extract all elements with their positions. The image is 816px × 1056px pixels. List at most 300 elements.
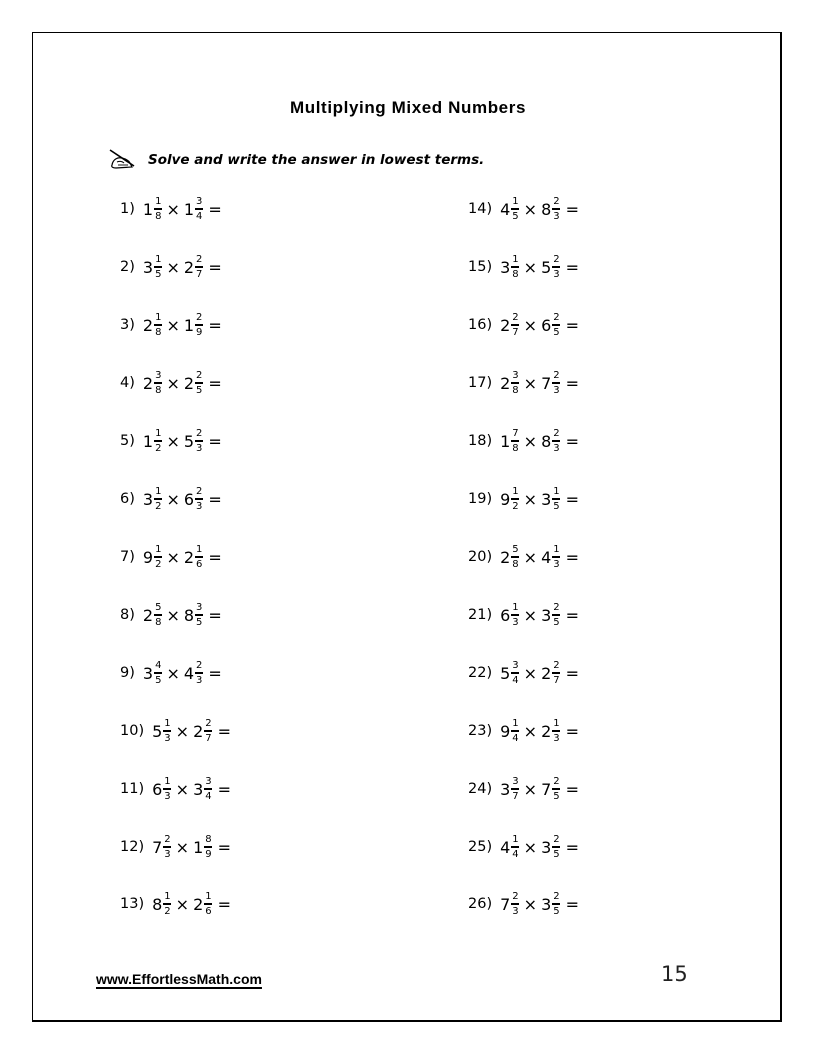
fraction-a [163,834,171,860]
fraction-a [154,312,162,338]
numerator: 2 [196,428,203,439]
numerator: 3 [512,370,519,381]
page-number: 15 [661,962,688,986]
times-sign: × [523,315,538,335]
problem-8 [120,595,222,635]
denominator: 6 [196,559,203,570]
whole-b: 6 [183,489,195,509]
problem-22 [468,653,579,693]
fraction-a [511,834,519,860]
denominator: 5 [553,849,560,860]
fraction-a [163,891,171,917]
numerator: 1 [512,602,519,613]
fraction-b [552,254,560,280]
whole-b: 5 [183,431,195,451]
whole-a: 7 [500,894,511,914]
whole-b: 3 [193,779,204,799]
fraction-a [163,776,171,802]
times-sign: × [523,489,538,509]
denominator: 5 [553,617,560,628]
problem-number: 11) [120,781,145,797]
problem-number: 2) [120,259,135,275]
problem-18 [468,421,579,461]
fraction-b [204,776,212,802]
numerator: 5 [155,602,162,613]
numerator: 1 [164,776,171,787]
times-sign: × [166,257,180,277]
equals-sign: = [217,779,232,799]
fraction-b [195,196,203,222]
denominator: 3 [512,617,519,628]
equals-sign: = [217,837,232,857]
whole-a: 5 [500,663,511,683]
denominator: 8 [155,617,162,628]
equals-sign: = [208,489,222,509]
problem-16 [468,305,579,345]
problem-1 [120,189,222,229]
numerator: 1 [512,718,519,729]
numerator: 5 [512,544,519,555]
denominator: 8 [512,559,519,570]
equals-sign: = [208,373,222,393]
times-sign: × [523,837,538,857]
problem-19 [468,479,579,519]
problem-number: 5) [120,433,135,449]
problem-25 [468,827,579,867]
fraction-b [552,660,560,686]
times-sign: × [523,373,538,393]
times-sign: × [166,315,180,335]
numerator: 1 [164,891,171,902]
denominator: 7 [512,327,519,338]
fraction-b [552,602,560,628]
whole-a: 3 [142,489,154,509]
problem-number: 18) [468,433,493,449]
numerator: 2 [196,370,203,381]
fraction-b [195,660,203,686]
whole-a: 2 [500,373,511,393]
numerator: 2 [164,834,171,845]
numerator: 1 [512,486,519,497]
whole-a: 9 [500,489,511,509]
problem-21 [468,595,579,635]
whole-a: 4 [500,199,511,219]
fraction-a [511,428,519,454]
fraction-a [154,428,162,454]
whole-b: 1 [183,315,195,335]
numerator: 8 [205,834,212,845]
whole-a: 6 [152,779,163,799]
fraction-b [552,196,560,222]
numerator: 1 [196,544,203,555]
problem-17 [468,363,579,403]
instruction [108,149,484,171]
fraction-b [552,370,560,396]
problem-number: 3) [120,317,135,333]
numerator: 2 [553,254,560,265]
fraction-b [195,486,203,512]
denominator: 3 [553,559,560,570]
problem-number: 22) [468,665,493,681]
problem-number: 16) [468,317,493,333]
problem-number: 19) [468,491,493,507]
whole-a: 9 [142,547,154,567]
fraction-b [195,544,203,570]
numerator: 1 [155,486,162,497]
denominator: 3 [196,443,203,454]
times-sign: × [166,547,180,567]
whole-b: 2 [541,663,552,683]
fraction-b [204,834,212,860]
denominator: 3 [164,733,171,744]
fraction-a [154,660,162,686]
problem-7 [120,537,222,577]
fraction-b [195,428,203,454]
fraction-a [154,486,162,512]
equals-sign: = [565,373,580,393]
equals-sign: = [565,489,580,509]
whole-b: 8 [183,605,195,625]
numerator: 3 [196,602,203,613]
problem-12 [120,827,231,867]
denominator: 8 [512,269,519,280]
denominator: 3 [512,906,519,917]
denominator: 3 [553,443,560,454]
whole-b: 3 [541,837,552,857]
times-sign: × [523,721,538,741]
times-sign: × [166,431,180,451]
whole-b: 2 [541,721,552,741]
times-sign: × [523,199,538,219]
numerator: 2 [553,370,560,381]
denominator: 3 [553,269,560,280]
whole-b: 1 [183,199,195,219]
equals-sign: = [565,199,580,219]
equals-sign: = [208,605,222,625]
fraction-a [154,602,162,628]
denominator: 7 [196,269,203,280]
equals-sign: = [565,837,580,857]
problem-number: 25) [468,839,493,855]
problem-3 [120,305,222,345]
numerator: 1 [155,312,162,323]
equals-sign: = [208,199,222,219]
problem-number: 9) [120,665,135,681]
fraction-a [511,486,519,512]
denominator: 4 [512,675,519,686]
numerator: 2 [553,776,560,787]
fraction-b [195,254,203,280]
fraction-a [511,891,519,917]
numerator: 2 [205,718,212,729]
fraction-a [511,602,519,628]
equals-sign: = [565,257,580,277]
page-border [32,32,782,1022]
problem-number: 7) [120,549,135,565]
page-title: Multiplying Mixed Numbers [289,98,527,117]
whole-a: 5 [152,721,163,741]
equals-sign: = [565,721,580,741]
whole-b: 3 [541,894,552,914]
times-sign: × [523,663,538,683]
problem-6 [120,479,222,519]
times-sign: × [523,894,538,914]
problem-number: 10) [120,723,145,739]
numerator: 3 [512,660,519,671]
whole-a: 2 [500,547,511,567]
fraction-b [552,544,560,570]
denominator: 3 [164,791,171,802]
whole-b: 2 [183,257,195,277]
numerator: 1 [155,428,162,439]
denominator: 7 [205,733,212,744]
equals-sign: = [208,257,222,277]
whole-a: 3 [500,779,511,799]
whole-a: 2 [142,315,154,335]
whole-a: 9 [500,721,511,741]
denominator: 2 [512,501,519,512]
problem-number: 1) [120,201,135,217]
numerator: 1 [553,486,560,497]
equals-sign: = [565,605,580,625]
problem-number: 14) [468,201,493,217]
whole-b: 8 [541,431,552,451]
numerator: 1 [553,544,560,555]
fraction-b [204,891,212,917]
numerator: 1 [512,254,519,265]
fraction-a [511,776,519,802]
numerator: 2 [553,660,560,671]
denominator: 8 [512,385,519,396]
numerator: 2 [553,602,560,613]
numerator: 2 [553,312,560,323]
denominator: 5 [553,327,560,338]
equals-sign: = [217,894,232,914]
denominator: 4 [512,849,519,860]
problem-2 [120,247,222,287]
denominator: 2 [155,443,162,454]
numerator: 1 [155,254,162,265]
fraction-b [552,891,560,917]
denominator: 4 [205,791,212,802]
denominator: 8 [512,443,519,454]
whole-a: 6 [500,605,511,625]
problem-24 [468,769,579,809]
problem-5 [120,421,222,461]
times-sign: × [166,663,180,683]
whole-b: 3 [541,605,552,625]
numerator: 1 [205,891,212,902]
denominator: 5 [553,791,560,802]
whole-b: 2 [193,721,204,741]
whole-b: 1 [193,837,204,857]
equals-sign: = [208,547,222,567]
whole-a: 8 [152,894,163,914]
whole-a: 1 [500,431,511,451]
whole-b: 2 [183,373,195,393]
website-link[interactable]: www.EffortlessMath.com [96,971,262,987]
equals-sign: = [565,663,580,683]
denominator: 9 [196,327,203,338]
problem-number: 4) [120,375,135,391]
times-sign: × [523,257,538,277]
problem-number: 15) [468,259,493,275]
equals-sign: = [208,315,222,335]
numerator: 2 [553,428,560,439]
denominator: 6 [205,906,212,917]
problem-14 [468,189,579,229]
whole-b: 5 [541,257,552,277]
numerator: 2 [196,660,203,671]
problem-number: 20) [468,549,493,565]
denominator: 3 [553,733,560,744]
fraction-b [552,428,560,454]
times-sign: × [175,779,190,799]
numerator: 4 [155,660,162,671]
problem-number: 26) [468,896,493,912]
denominator: 5 [553,906,560,917]
equals-sign: = [208,431,222,451]
whole-b: 7 [541,373,552,393]
problem-number: 12) [120,839,145,855]
fraction-a [511,196,519,222]
equals-sign: = [208,663,222,683]
fraction-a [154,544,162,570]
numerator: 2 [196,486,203,497]
problem-number: 8) [120,607,135,623]
fraction-a [511,718,519,744]
denominator: 5 [155,269,162,280]
fraction-b [195,370,203,396]
denominator: 2 [164,906,171,917]
writing-hand-icon [108,149,138,171]
denominator: 3 [553,385,560,396]
fraction-a [163,718,171,744]
times-sign: × [175,894,190,914]
problem-11 [120,769,231,809]
equals-sign: = [217,721,232,741]
whole-b: 6 [541,315,552,335]
numerator: 1 [155,544,162,555]
whole-a: 3 [142,257,154,277]
whole-a: 4 [500,837,511,857]
problem-number: 13) [120,896,145,912]
fraction-a [511,544,519,570]
fraction-b [195,602,203,628]
fraction-b [552,776,560,802]
problem-4 [120,363,222,403]
problem-13 [120,884,231,924]
whole-b: 2 [183,547,195,567]
fraction-b [552,834,560,860]
numerator: 3 [205,776,212,787]
fraction-a [511,312,519,338]
whole-a: 1 [142,199,154,219]
numerator: 3 [512,776,519,787]
denominator: 5 [155,675,162,686]
fraction-b [552,486,560,512]
denominator: 7 [553,675,560,686]
numerator: 3 [155,370,162,381]
problem-23 [468,711,579,751]
equals-sign: = [565,315,580,335]
numerator: 7 [512,428,519,439]
times-sign: × [166,489,180,509]
denominator: 2 [155,501,162,512]
numerator: 2 [512,312,519,323]
denominator: 7 [512,791,519,802]
fraction-b [552,312,560,338]
problem-number: 6) [120,491,135,507]
times-sign: × [166,199,180,219]
denominator: 3 [196,501,203,512]
times-sign: × [175,837,190,857]
denominator: 3 [196,675,203,686]
whole-b: 2 [193,894,204,914]
times-sign: × [523,547,538,567]
instruction-text: Solve and write the answer in lowest terms. [148,152,485,168]
denominator: 5 [196,385,203,396]
numerator: 1 [553,718,560,729]
whole-a: 3 [500,257,511,277]
problem-20 [468,537,579,577]
fraction-b [552,718,560,744]
whole-b: 4 [183,663,195,683]
problem-9 [120,653,222,693]
fraction-a [154,254,162,280]
numerator: 2 [553,196,560,207]
whole-b: 3 [541,489,552,509]
denominator: 8 [155,211,162,222]
denominator: 8 [155,327,162,338]
equals-sign: = [565,894,580,914]
denominator: 2 [155,559,162,570]
whole-a: 3 [142,663,154,683]
denominator: 5 [196,617,203,628]
denominator: 5 [512,211,519,222]
whole-a: 2 [142,373,154,393]
equals-sign: = [565,547,580,567]
whole-a: 2 [500,315,511,335]
numerator: 2 [553,891,560,902]
numerator: 1 [155,196,162,207]
fraction-a [511,370,519,396]
fraction-b [204,718,212,744]
whole-a: 7 [152,837,163,857]
times-sign: × [523,605,538,625]
problem-number: 24) [468,781,493,797]
fraction-a [154,196,162,222]
numerator: 1 [512,834,519,845]
problem-number: 17) [468,375,493,391]
equals-sign: = [565,431,580,451]
whole-b: 4 [541,547,552,567]
times-sign: × [166,373,180,393]
numerator: 1 [512,196,519,207]
times-sign: × [175,721,190,741]
denominator: 4 [196,211,203,222]
whole-b: 7 [541,779,552,799]
numerator: 2 [196,254,203,265]
denominator: 5 [553,501,560,512]
times-sign: × [166,605,180,625]
fraction-a [511,660,519,686]
numerator: 1 [164,718,171,729]
denominator: 9 [205,849,212,860]
denominator: 3 [553,211,560,222]
fraction-a [154,370,162,396]
numerator: 2 [553,834,560,845]
